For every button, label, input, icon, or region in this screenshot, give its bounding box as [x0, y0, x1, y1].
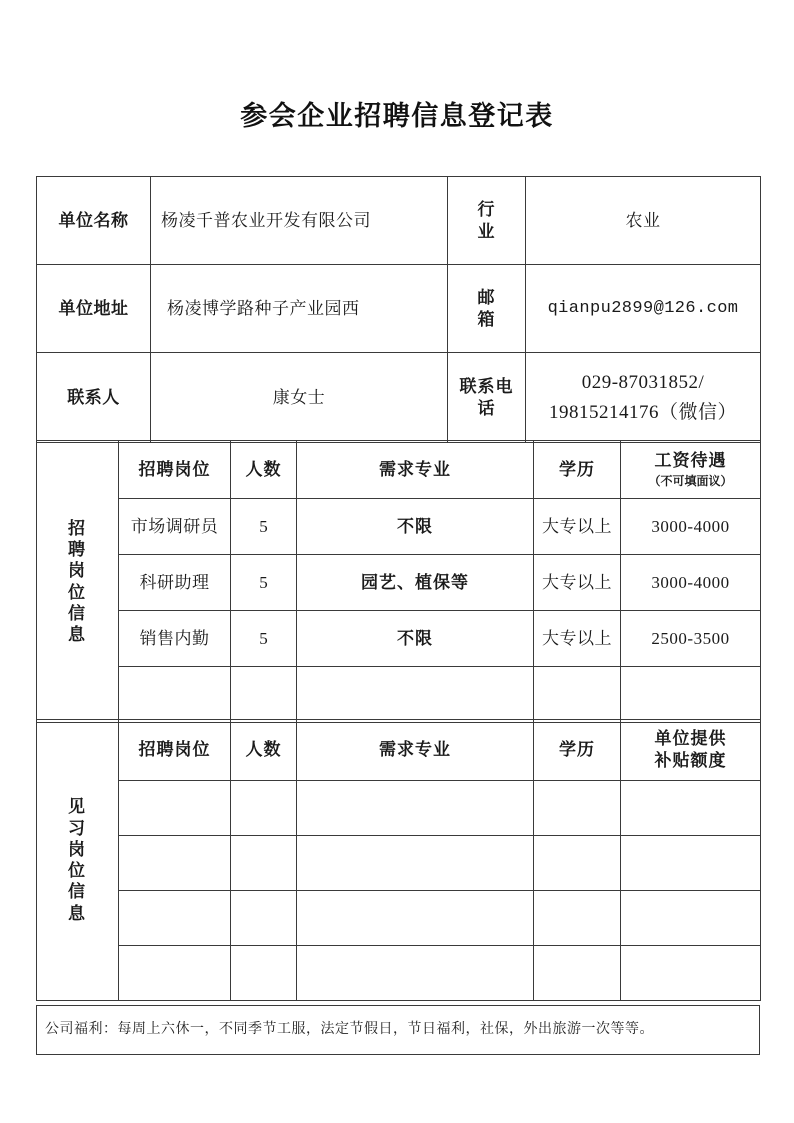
job-education[interactable]: 大专以上 — [534, 555, 621, 611]
label-email-char-1: 邮 — [477, 288, 496, 308]
intern-major[interactable] — [297, 836, 534, 891]
column-header-count: 人数 — [231, 720, 297, 781]
value-company-name[interactable]: 杨凌千普农业开发有限公司 — [151, 177, 448, 265]
intern-position[interactable] — [119, 836, 231, 891]
job-count[interactable] — [231, 667, 297, 723]
label-industry — [448, 177, 526, 265]
job-count[interactable]: 5 — [231, 499, 297, 555]
section-label-internship-char-6: 息 — [68, 903, 87, 923]
intern-education[interactable] — [534, 891, 621, 946]
section-label-internship-char-4: 位 — [68, 861, 87, 880]
job-count[interactable]: 5 — [231, 611, 297, 667]
label-company-address: 单位地址 — [37, 265, 151, 353]
label-contact-phone — [448, 353, 526, 443]
intern-education[interactable] — [534, 946, 621, 1001]
company-info-table — [36, 176, 761, 443]
label-company-name: 单位名称 — [58, 210, 129, 230]
column-header-subsidy-line-1: 单位提供 — [654, 728, 727, 748]
job-major[interactable]: 不限 — [297, 499, 534, 555]
value-contact-phone[interactable] — [526, 353, 761, 443]
intern-position[interactable] — [119, 946, 231, 1001]
section-label-internship-char-5: 信 — [68, 882, 87, 902]
value-contact-phone-line-2: 19815214176（微信） — [548, 401, 737, 423]
section-label-internship-char-1: 见 — [68, 797, 87, 817]
page-title: 参会企业招聘信息登记表 — [240, 101, 554, 131]
table-row — [37, 781, 761, 836]
intern-major[interactable] — [297, 891, 534, 946]
section-label-jobs-char-1: 招 — [68, 518, 87, 538]
intern-major[interactable] — [297, 781, 534, 836]
column-header-major: 需求专业 — [297, 441, 534, 499]
column-header-subsidy — [621, 720, 761, 781]
intern-position[interactable] — [119, 781, 231, 836]
label-contact-phone-line-1: 联系电 — [459, 377, 514, 397]
section-label-internship-char-2: 习 — [68, 818, 87, 838]
table-row — [37, 667, 761, 723]
intern-education[interactable] — [534, 781, 621, 836]
job-position[interactable]: 销售内勤 — [119, 611, 231, 667]
table-row — [37, 891, 761, 946]
company-benefits-note-table — [36, 1005, 760, 1055]
table-header-row — [37, 441, 761, 499]
intern-education[interactable] — [534, 836, 621, 891]
value-company-address[interactable]: 杨凌博学路种子产业园西 — [151, 265, 448, 353]
column-header-position: 招聘岗位 — [119, 720, 231, 781]
job-pay[interactable] — [621, 667, 761, 723]
table-row — [37, 499, 761, 555]
section-label-jobs-char-2: 聘 — [68, 540, 87, 559]
job-pay[interactable]: 3000-4000 — [621, 555, 761, 611]
intern-subsidy[interactable] — [621, 781, 761, 836]
column-header-pay — [621, 441, 761, 499]
label-industry-char-2: 业 — [477, 221, 496, 241]
column-header-education: 学历 — [534, 720, 621, 781]
table-row — [37, 836, 761, 891]
section-label-internship-char-3: 岗 — [68, 839, 87, 859]
table-header-row — [37, 720, 761, 781]
column-header-pay-note: （不可填面议） — [648, 473, 733, 488]
intern-count[interactable] — [231, 836, 297, 891]
recruitment-jobs-table — [36, 440, 761, 723]
value-industry[interactable]: 农业 — [526, 177, 761, 265]
label-contact-phone-line-2: 话 — [477, 398, 496, 418]
section-label-internship — [37, 720, 119, 1001]
intern-subsidy[interactable] — [621, 836, 761, 891]
section-label-jobs — [37, 441, 119, 723]
job-count[interactable]: 5 — [231, 555, 297, 611]
job-education[interactable]: 大专以上 — [534, 611, 621, 667]
label-email-char-2: 箱 — [477, 309, 496, 329]
intern-count[interactable] — [231, 781, 297, 836]
intern-subsidy[interactable] — [621, 946, 761, 1001]
intern-position[interactable] — [119, 891, 231, 946]
job-position[interactable]: 市场调研员 — [119, 499, 231, 555]
column-header-major: 需求专业 — [297, 720, 534, 781]
job-major[interactable]: 不限 — [297, 611, 534, 667]
table-row — [37, 946, 761, 1001]
job-education[interactable] — [534, 667, 621, 723]
section-label-jobs-char-4: 位 — [68, 582, 87, 602]
intern-major[interactable] — [297, 946, 534, 1001]
job-pay[interactable]: 2500-3500 — [621, 611, 761, 667]
column-header-count: 人数 — [231, 441, 297, 499]
job-major[interactable]: 园艺、植保等 — [297, 555, 534, 611]
section-label-jobs-char-5: 信 — [68, 603, 87, 623]
section-label-jobs-char-3: 岗 — [68, 561, 87, 581]
label-company-name-group — [37, 177, 151, 265]
company-benefits-note: 公司福利：每周上六休一，不同季节工服，法定节假日，节日福利，社保，外出旅游一次等等。 — [37, 1006, 760, 1055]
column-header-subsidy-line-2: 补贴额度 — [654, 751, 727, 770]
intern-count[interactable] — [231, 946, 297, 1001]
label-industry-char-1: 行 — [477, 200, 496, 220]
label-email — [448, 265, 526, 353]
job-position[interactable]: 科研助理 — [119, 555, 231, 611]
table-row — [37, 611, 761, 667]
value-email[interactable]: qianpu2899@126.com — [526, 265, 761, 353]
job-position[interactable] — [119, 667, 231, 723]
label-contact-person: 联系人 — [37, 353, 151, 443]
section-label-jobs-char-6: 息 — [68, 625, 87, 644]
table-row — [37, 1006, 760, 1055]
value-contact-person[interactable]: 康女士 — [151, 353, 448, 443]
intern-count[interactable] — [231, 891, 297, 946]
value-contact-phone-line-1: 029-87031852/ — [581, 372, 705, 394]
internship-jobs-table — [36, 719, 761, 1001]
job-major[interactable] — [297, 667, 534, 723]
job-education[interactable]: 大专以上 — [534, 499, 621, 555]
column-header-pay-main: 工资待遇 — [654, 451, 727, 471]
table-row — [37, 555, 761, 611]
column-header-education: 学历 — [534, 441, 621, 499]
job-pay[interactable]: 3000-4000 — [621, 499, 761, 555]
column-header-position: 招聘岗位 — [119, 441, 231, 499]
intern-subsidy[interactable] — [621, 891, 761, 946]
